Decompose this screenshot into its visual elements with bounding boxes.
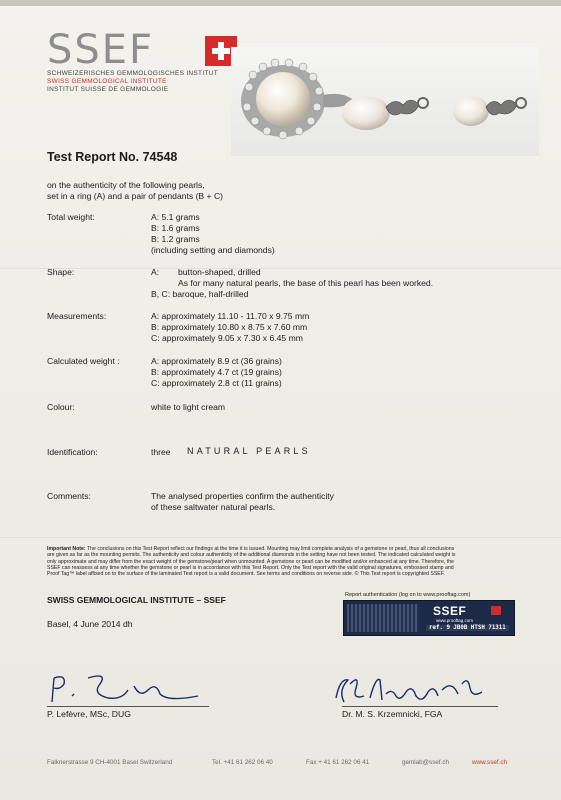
measurement-line: B: approximately 10.80 x 8.75 x 7.60 mm xyxy=(151,322,308,332)
important-note-line: are given as far as the mounting permits. The authenticity and colour authenticity of the additional diamonds in the setting have not been tested. The indicated calculated weight is xyxy=(47,552,456,559)
measurement-line: C: approximately 9.05 x 7.30 x 6.45 mm xyxy=(151,333,303,343)
identification-value: NATURAL PEARLS xyxy=(187,446,311,456)
pendant-c-icon xyxy=(453,96,526,126)
total-weight-line: B: 1.6 grams xyxy=(151,223,200,233)
footer-web[interactable]: www.ssef.ch xyxy=(472,759,507,766)
important-note-line: Proof Tag™ label affixed on to the surface of the laminated Test report is a valid document. See terms and conditions on reverse side. © This Test report is copyrighted SSEF. xyxy=(47,571,445,578)
shape-label: Shape: xyxy=(47,267,75,277)
auth-label: Report authentication (log on to www.prooftag.com) xyxy=(345,592,471,598)
colour-value: white to light cream xyxy=(151,402,226,412)
important-note-line: only approximate and may differ from the exact weight of the gemstone/pearl when unmounted. A gemstone or pearl can be modified and/or enhanced at any time. Therefore, the xyxy=(47,558,454,565)
signature-krzemnicki xyxy=(330,670,490,710)
footer-address: Falknerstrasse 9 CH-4001 Basel Switzerland xyxy=(47,759,173,766)
institute-name-fr: INSTITUT SUISSE DE GEMMOLOGIE xyxy=(47,86,169,93)
total-weight-line: (including setting and diamonds) xyxy=(151,245,275,255)
swiss-cross-icon xyxy=(491,606,501,615)
prooftag-badge xyxy=(343,600,515,636)
logo-text: SSEF xyxy=(47,27,155,73)
calculated-weight-line: C: approximately 2.8 ct (11 grains) xyxy=(151,378,282,388)
signature-lefevre xyxy=(48,668,208,708)
total-weight-line: A: 5.1 grams xyxy=(151,212,200,222)
identification-label: Identification: xyxy=(47,447,98,457)
signatory-name: Dr. M. S. Krzemnicki, FGA xyxy=(342,709,443,719)
measurements-label: Measurements: xyxy=(47,311,107,321)
intro-line: set in a ring (A) and a pair of pendants (B + C) xyxy=(47,191,224,201)
institute-name-en: SWISS GEMMOLOGICAL INSTITUTE xyxy=(47,78,167,85)
important-note-title: Important Note: xyxy=(47,546,86,552)
measurement-line: A: approximately 11.10 - 11.70 x 9.75 mm xyxy=(151,311,310,321)
comments-label: Comments: xyxy=(47,491,91,501)
important-note xyxy=(47,546,509,577)
comments-line: of these saltwater natural pearls. xyxy=(151,502,276,512)
paper-fold xyxy=(0,268,561,269)
signatory-name: P. Lefèvre, MSc, DUG xyxy=(47,709,131,719)
shape-a-note: As for many natural pearls, the base of this pearl has been worked. xyxy=(178,278,434,288)
total-weight-label: Total weight: xyxy=(47,212,95,222)
important-note-line: The conclusions on this Test Report reflect our findings at the time it is issued. Mounting may limit complete analysis of a gemstone or pearl, thus all conclusions xyxy=(86,546,455,552)
important-note-line: SSEF can reassess at any time whether the gemstone or pearl is in accordance with this Test Report. Only the Test report with the valid original signatures, embossed stamp and xyxy=(47,564,454,571)
shape-a-code: A: xyxy=(151,267,160,277)
calculated-weight-label: Calculated weight : xyxy=(47,356,120,366)
place-date: Basel, 4 June 2014 dh xyxy=(47,619,133,629)
report-title: Test Report No. 74548 xyxy=(47,150,178,164)
paper-top-edge xyxy=(0,0,561,6)
pearl-photo xyxy=(231,47,539,156)
signature-line xyxy=(342,706,498,707)
footer-tel: Tel. +41 61 262 06 40 xyxy=(212,759,273,766)
auth-logo: SSEF xyxy=(433,604,467,618)
calculated-weight-line: B: approximately 4.7 ct (19 grains) xyxy=(151,367,282,377)
shape-a-value: button-shaped, drilled xyxy=(178,267,261,277)
ring-icon xyxy=(241,59,355,139)
calculated-weight-line: A: approximately 8.9 ct (36 grains) xyxy=(151,356,282,366)
shape-bc-value: B, C: baroque, half-drilled xyxy=(151,289,249,299)
qr-code-icon xyxy=(347,604,419,632)
identification-count: three xyxy=(151,447,171,457)
institute-signature-name: SWISS GEMMOLOGICAL INSTITUTE – SSEF xyxy=(47,595,226,605)
auth-ref: ref. 9 JB0B HTSH 71311 xyxy=(426,625,509,631)
total-weight-line: B: 1.2 grams xyxy=(151,234,200,244)
intro-line: on the authenticity of the following pearls, xyxy=(47,180,205,190)
auth-url: www.prooftag.com xyxy=(436,618,474,623)
comments-line: The analysed properties confirm the authenticity xyxy=(151,491,334,501)
colour-label: Colour: xyxy=(47,402,75,412)
pendant-b-icon xyxy=(342,96,428,130)
paper-fold xyxy=(0,537,561,538)
footer-fax: Fax + 41 61 262 06 41 xyxy=(306,759,370,766)
ssef-logo xyxy=(47,27,155,73)
signature-line xyxy=(47,706,209,707)
footer-email: gemlab@ssef.ch xyxy=(402,759,449,766)
institute-name-de: SCHWEIZERISCHES GEMMOLOGISCHES INSTITUT xyxy=(47,70,218,77)
